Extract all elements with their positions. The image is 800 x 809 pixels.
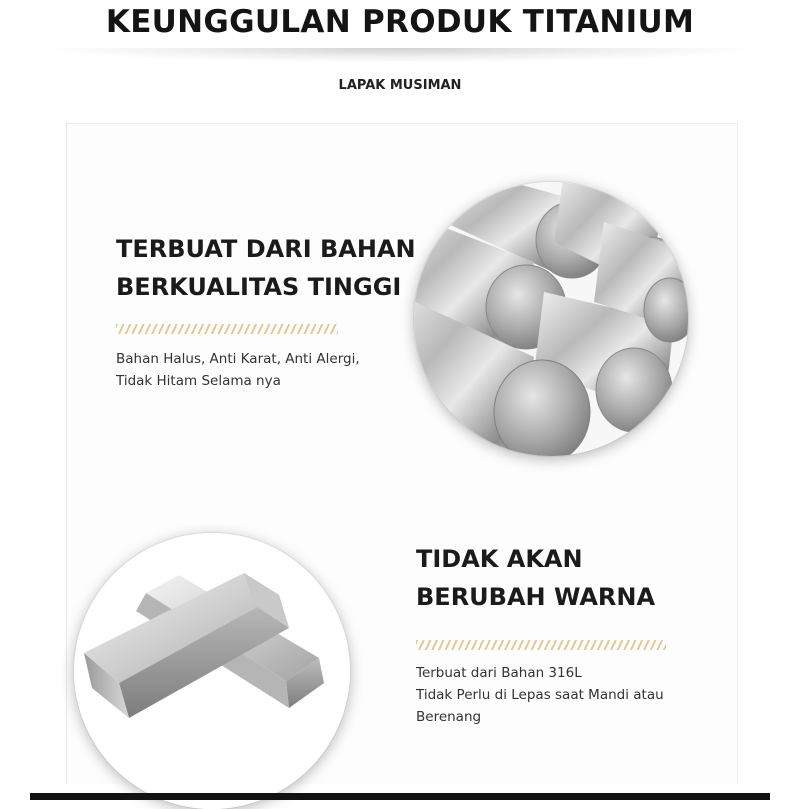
feature-2-heading-line-2: BERUBAH WARNA [416, 583, 656, 611]
feature-1-description-line-1: Bahan Halus, Anti Karat, Anti Alergi, [116, 351, 360, 367]
feature-2-heading-line-1: TIDAK AKAN [416, 545, 583, 573]
feature-1-heading [116, 230, 416, 306]
feature-1-heading-line-1: TERBUAT DARI BAHAN [116, 235, 416, 263]
brand-name: LAPAK MUSIMAN [338, 78, 462, 93]
footer-bar [30, 793, 770, 800]
feature-2-description-line-2: Tidak Perlu di Lepas saat Mandi atau [416, 687, 664, 703]
page-title: KEUNGGULAN PRODUK TITANIUM [105, 4, 695, 40]
metal-bars-icon [74, 533, 350, 809]
feature-2-description [416, 662, 664, 728]
feature-2-description-line-3: Berenang [416, 709, 482, 725]
feature-2-description-line-1: Terbuat dari Bahan 316L [416, 665, 582, 681]
feature-1-description [116, 348, 360, 392]
feature-2-divider [416, 640, 666, 650]
feature-2-heading [416, 540, 655, 616]
feature-1-divider [116, 324, 338, 334]
feature-1-description-line-2: Tidak Hitam Selama nya [116, 373, 281, 389]
feature-1-heading-line-2: BERKUALITAS TINGGI [116, 273, 402, 301]
title-shadow [60, 48, 740, 62]
steel-rods-icon [414, 182, 688, 456]
